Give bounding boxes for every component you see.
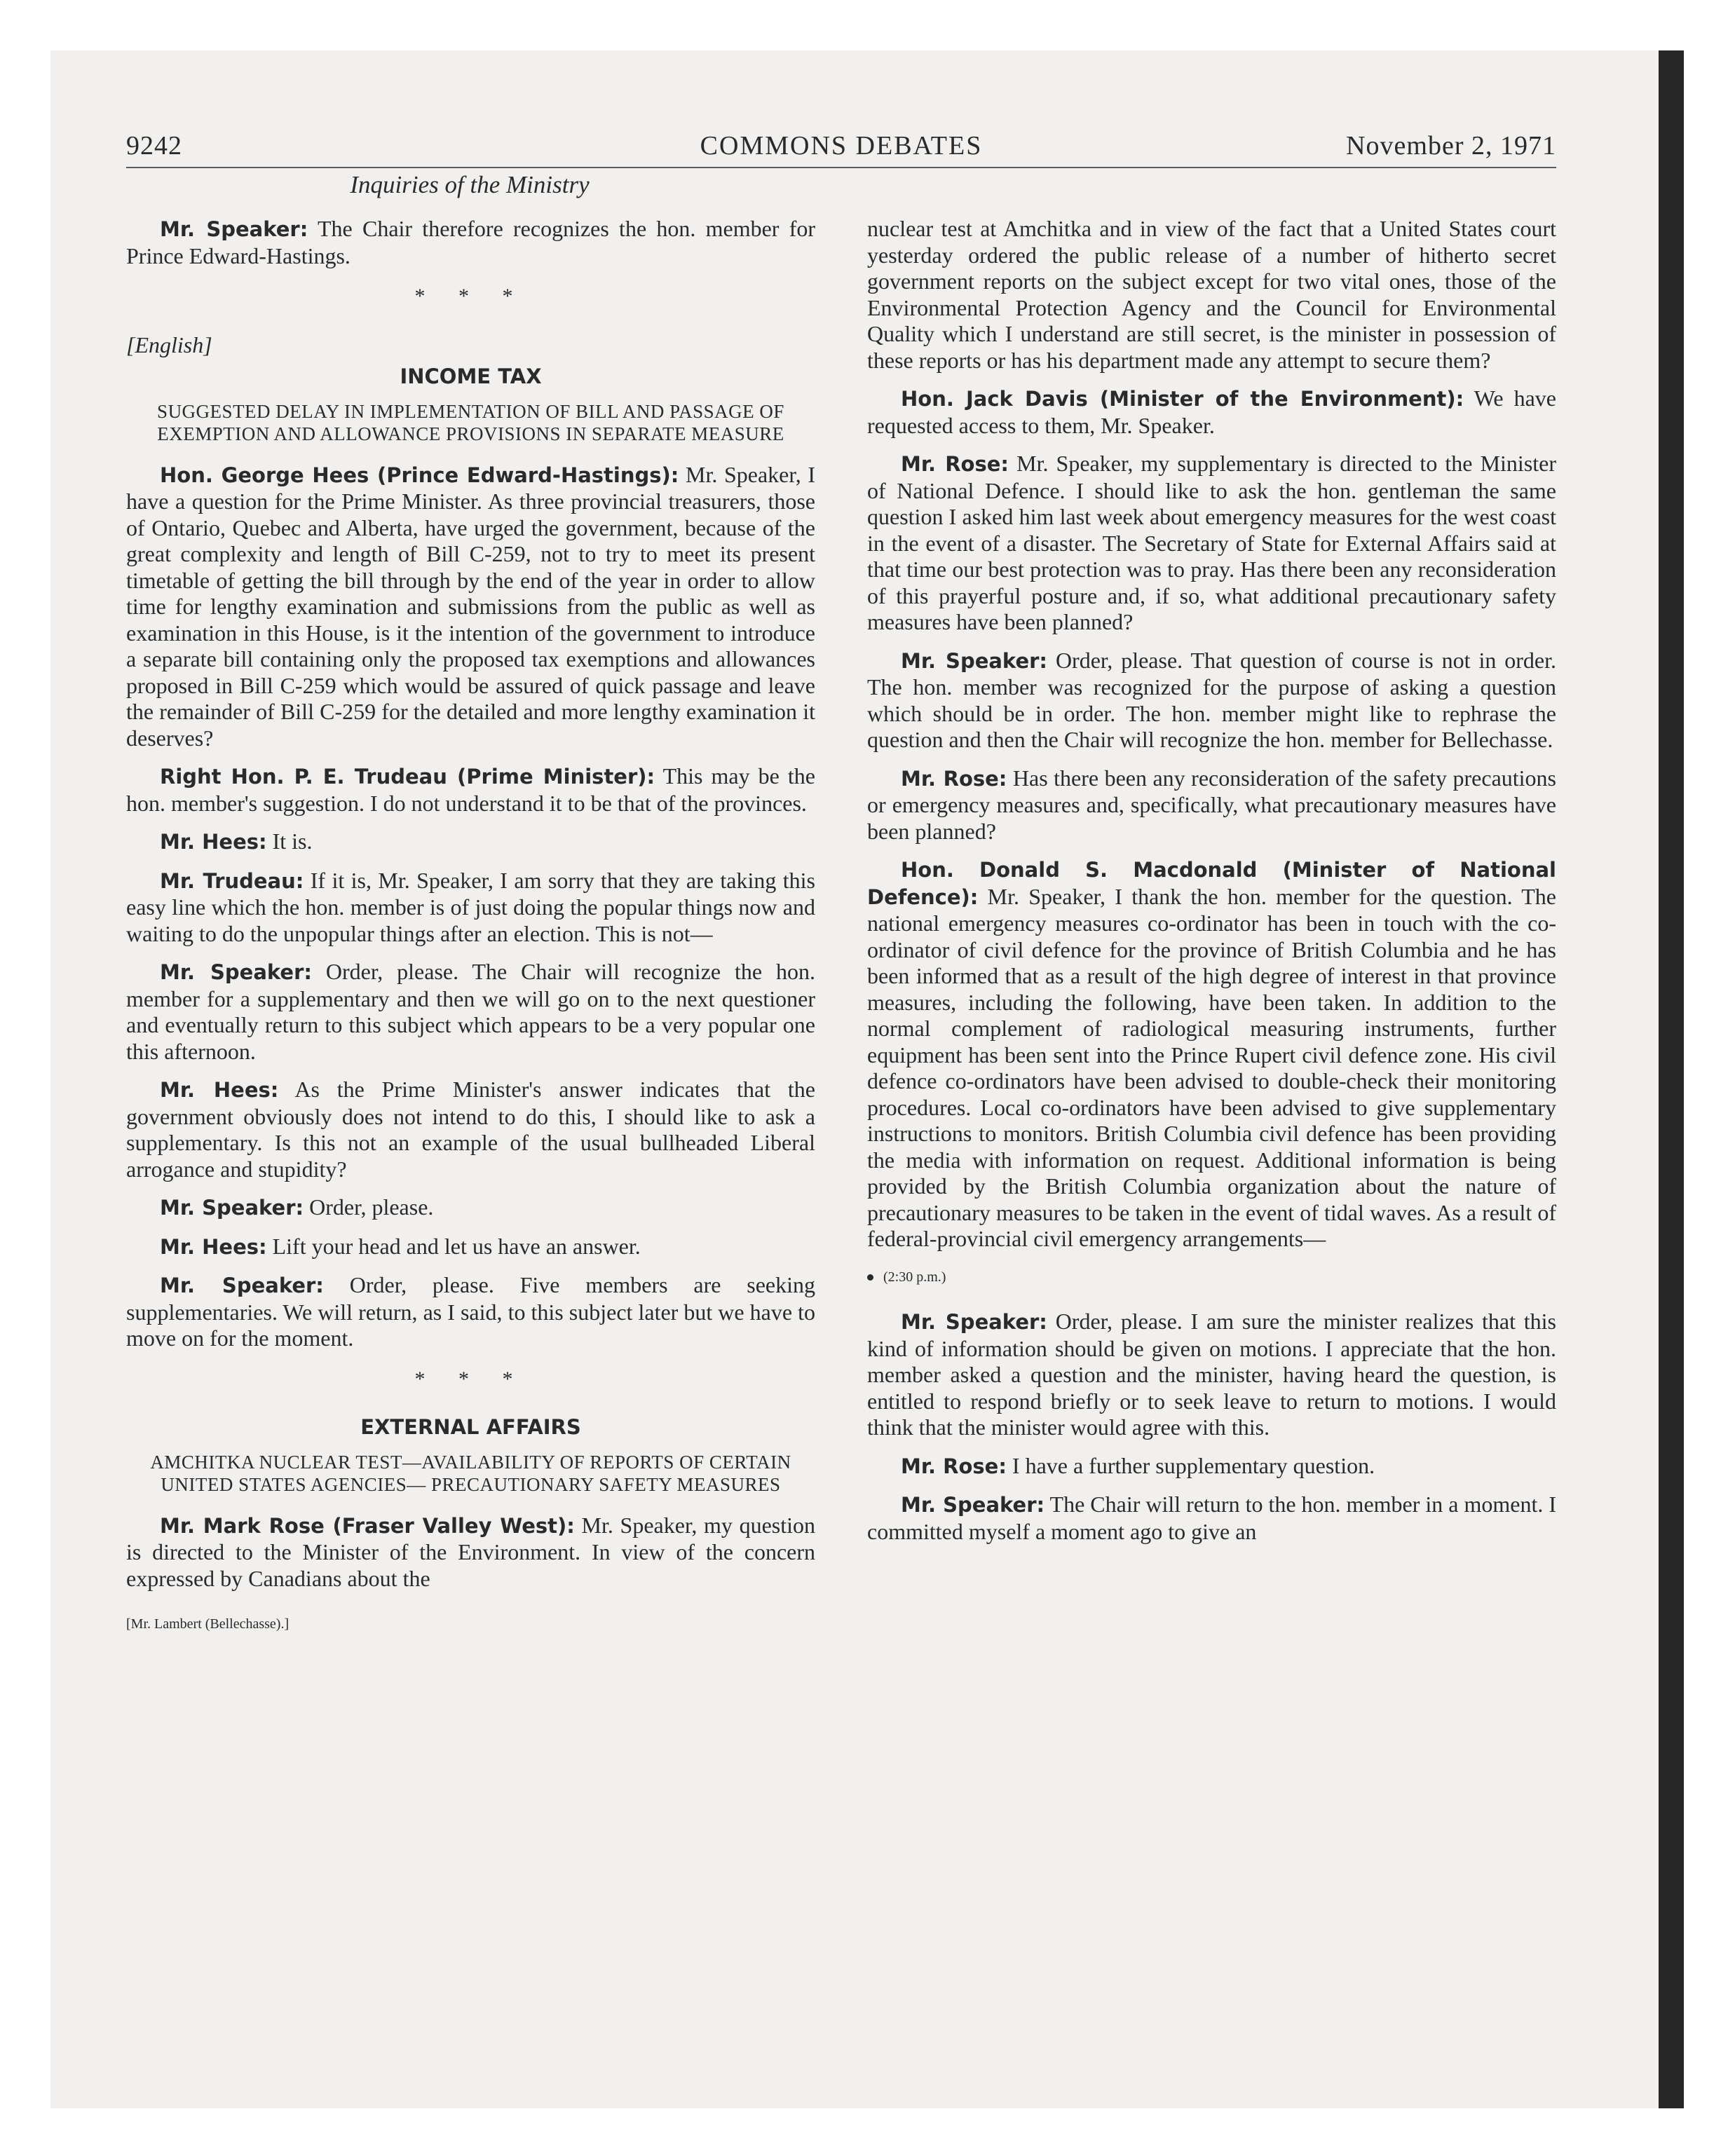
- speech-text: Mr. Speaker, my supplementary is directed to the Minister of National Defence. I should like to ask the hon. gentleman the same question I asked him last week about emergency measures for the west coast in the event of a disaster. The Secretary of State for External Affairs said at that time our best protection was to pray. Has there been any reconsideration of this prayerful posture and, if so, what additional precautionary safety measures have been planned?: [867, 451, 1557, 634]
- journal-title: COMMONS DEBATES: [700, 131, 983, 161]
- header-date: November 2, 1971: [1346, 131, 1556, 161]
- speech-text: Order, please. That question of course is not in order. The hon. member was recognized for the purpose of asking a question which should be in order. The hon. member might like to rephrase the question and then the Chair will recognize the hon. member for Bellechasse.: [867, 647, 1557, 752]
- document-page: [126, 126, 1556, 2061]
- paragraph: [867, 1453, 1556, 1480]
- right-column: [867, 216, 1556, 1557]
- speaker-name: Hon. Jack Davis (Minister of the Environment):: [901, 387, 1464, 411]
- speaker-name: Mr. Speaker:: [160, 1196, 304, 1220]
- speaker-name: Mr. Rose:: [901, 766, 1007, 791]
- speech-text: The Chair therefore recognizes the hon. member for Prince Edward-Hastings.: [126, 216, 816, 268]
- paragraph: [126, 763, 815, 817]
- paragraph: [126, 1194, 815, 1222]
- speaker-name: Mr. Hees:: [160, 830, 267, 854]
- running-header: [126, 126, 1556, 168]
- speech-text: Order, please. I am sure the minister realizes that this kind of information should be given on motions. I appreciate that the hon. member asked a question and the minister, having heard the question, is entitled to respond briefly or to seek leave to return to motions. I would think that the minister would agree with this.: [867, 1309, 1557, 1440]
- speech-text: The Chair will return to the hon. member in a moment. I committed myself a moment ago to give an: [867, 1492, 1557, 1544]
- paragraph: [126, 959, 815, 1065]
- paragraph: [126, 462, 815, 752]
- time-marker: [867, 1264, 1556, 1291]
- topic-subheading: SUGGESTED DELAY IN IMPLEMENTATION OF BILL AND PASSAGE OF EXEMPTION AND ALLOWANCE PROVISIONS IN SEPARATE MEASURE: [157, 400, 784, 444]
- speaker-name: Mr. Speaker:: [160, 217, 308, 241]
- speech-text: Order, please.: [309, 1194, 434, 1220]
- language-marker: [English]: [126, 332, 212, 357]
- speech-text: Lift your head and let us have an answer.: [272, 1233, 641, 1259]
- paragraph: [126, 868, 815, 948]
- speaker-name: Mr. Mark Rose (Fraser Valley West):: [160, 1513, 575, 1538]
- speaker-name: Mr. Rose:: [901, 452, 1009, 476]
- speech-text: Mr. Speaker, I have a question for the Prime Minister. As three provincial treasurers, those of Ontario, Quebec and Alberta, have urged the government, because of the great complexity and length of Bill C-259, not to try to meet its present timetable of getting the bill through by the end of the year in order to allow time for lengthy examination and submissions from the public as well as examination in this House, is it the intention of the government to introduce a separate bill containing only the proposed tax exemptions and allowances proposed in Bill C-259 which would be assured of quick passage and leave the remainder of Bill C-259 for the detailed and more lengthy examination it deserves?: [126, 461, 816, 751]
- paragraph: [126, 828, 815, 856]
- speech-text: We have requested access to them, Mr. Speaker.: [867, 386, 1557, 438]
- speech-text: Order, please. The Chair will recognize the hon. member for a supplementary and then we will go on to the next questioner and eventually return to this subject which appears to be a very popular one this afternoon.: [126, 959, 815, 1064]
- topic-subheading: AMCHITKA NUCLEAR TEST—AVAILABILITY OF REPORTS OF CERTAIN UNITED STATES AGENCIES— PRECAUTIONARY SAFETY MEASURES: [150, 1451, 791, 1495]
- section-divider: * * *: [414, 1367, 527, 1391]
- paragraph: [867, 765, 1556, 845]
- speaker-name: Mr. Speaker:: [160, 1274, 324, 1297]
- speech-text: Mr. Speaker, my question is directed to the Minister of the Environment. In view of the concern expressed by Canadians about the: [126, 1512, 816, 1591]
- paragraph: [126, 216, 815, 269]
- paragraph: [867, 857, 1556, 1253]
- page-number: 9242: [126, 131, 182, 161]
- paragraph: [867, 1309, 1556, 1441]
- paragraph: [867, 1492, 1556, 1545]
- paragraph: [867, 451, 1556, 636]
- binding-edge: [1659, 50, 1684, 2108]
- paragraph: [126, 1077, 815, 1182]
- speaker-name: Mr. Speaker:: [160, 960, 312, 984]
- speaker-name: Right Hon. P. E. Trudeau (Prime Minister):: [160, 765, 655, 789]
- footnote: [Mr. Lambert (Bellechasse).]: [126, 1616, 290, 1632]
- speaker-name: Mr. Hees:: [160, 1078, 279, 1102]
- speaker-name: Mr. Rose:: [901, 1454, 1007, 1478]
- speech-text: Order, please. Five members are seeking supplementaries. We will return, as I said, to this subject later but we have to move on for the moment.: [126, 1272, 816, 1351]
- paragraph: [126, 1272, 815, 1352]
- section-divider: * * *: [414, 285, 527, 308]
- speech-text: As the Prime Minister's answer indicates that the government obviously does not intend to do this, I should like to ask a supplementary. Is this not an example of the usual bullheaded Liberal arrogance and stupidity?: [126, 1077, 816, 1182]
- time-stamp: (2:30 p.m.): [883, 1269, 946, 1285]
- left-column: [126, 216, 815, 1638]
- speech-text: It is.: [272, 828, 313, 854]
- speaker-name: Mr. Speaker:: [901, 648, 1048, 673]
- speech-text: Has there been any reconsideration of the safety precautions or emergency measures and, specifically, what precautionary measures have been planned?: [867, 765, 1556, 844]
- topic-heading: EXTERNAL AFFAIRS: [360, 1415, 581, 1439]
- paragraph-continued: nuclear test at Amchitka and in view of the fact that a United States court yesterday ordered the public release of a number of hitherto secret government reports on the subject except for two vital ones, those of the Environmental Protection Agency and the Council for Environmental Quality which I understand are still secret, is the minister in possession of these reports or has his department made any attempt to secure them?: [867, 216, 1556, 373]
- bullet-icon: [867, 1274, 873, 1281]
- speaker-name: Hon. George Hees (Prince Edward-Hastings):: [160, 463, 679, 487]
- section-title: Inquiries of the Ministry: [350, 171, 590, 198]
- paragraph: [126, 1513, 815, 1592]
- paragraph: [126, 1234, 815, 1261]
- speaker-name: Hon. Donald S. Macdonald (Minister of National Defence):: [867, 858, 1556, 909]
- topic-heading: INCOME TAX: [400, 364, 542, 388]
- speaker-name: Mr. Hees:: [160, 1234, 267, 1259]
- speaker-name: Mr. Speaker:: [901, 1493, 1045, 1517]
- speech-text: This may be the hon. member's suggestion. I do not understand it to be that of the provinces.: [126, 763, 816, 816]
- paragraph: [867, 386, 1556, 439]
- paragraph: [867, 648, 1556, 753]
- speaker-name: Mr. Speaker:: [901, 1310, 1047, 1334]
- speech-text: Mr. Speaker, I thank the hon. member for the question. The national emergency measures co-ordinator has been in touch with the co-ordinator of civil defence for the province of British Columbia and he has been informed that as a result of the high degree of interest in that province measures, including the following, have been taken. In addition to the normal complement of radiological measuring instruments, further equipment has been sent into the Prince Rupert civil defence zone. His civil defence co-ordinators have been advised to double-check their monitoring procedures. Local co-ordinators have been advised to give supplementary instructions to monitors. British Columbia civil defence has been providing the media with information on request. Additional information is being provided by the British Columbia organization about the nature of precautionary measures to be taken in the event of tidal waves. As a result of federal-provincial civil emergency arrangements—: [867, 883, 1557, 1251]
- speech-text: If it is, Mr. Speaker, I am sorry that they are taking this easy line which the hon. member is of just doing the popular things now and waiting to do the unpopular things after an election. This is not—: [126, 867, 816, 946]
- speaker-name: Mr. Trudeau:: [160, 868, 304, 893]
- speech-text: I have a further supplementary question.: [1012, 1452, 1375, 1478]
